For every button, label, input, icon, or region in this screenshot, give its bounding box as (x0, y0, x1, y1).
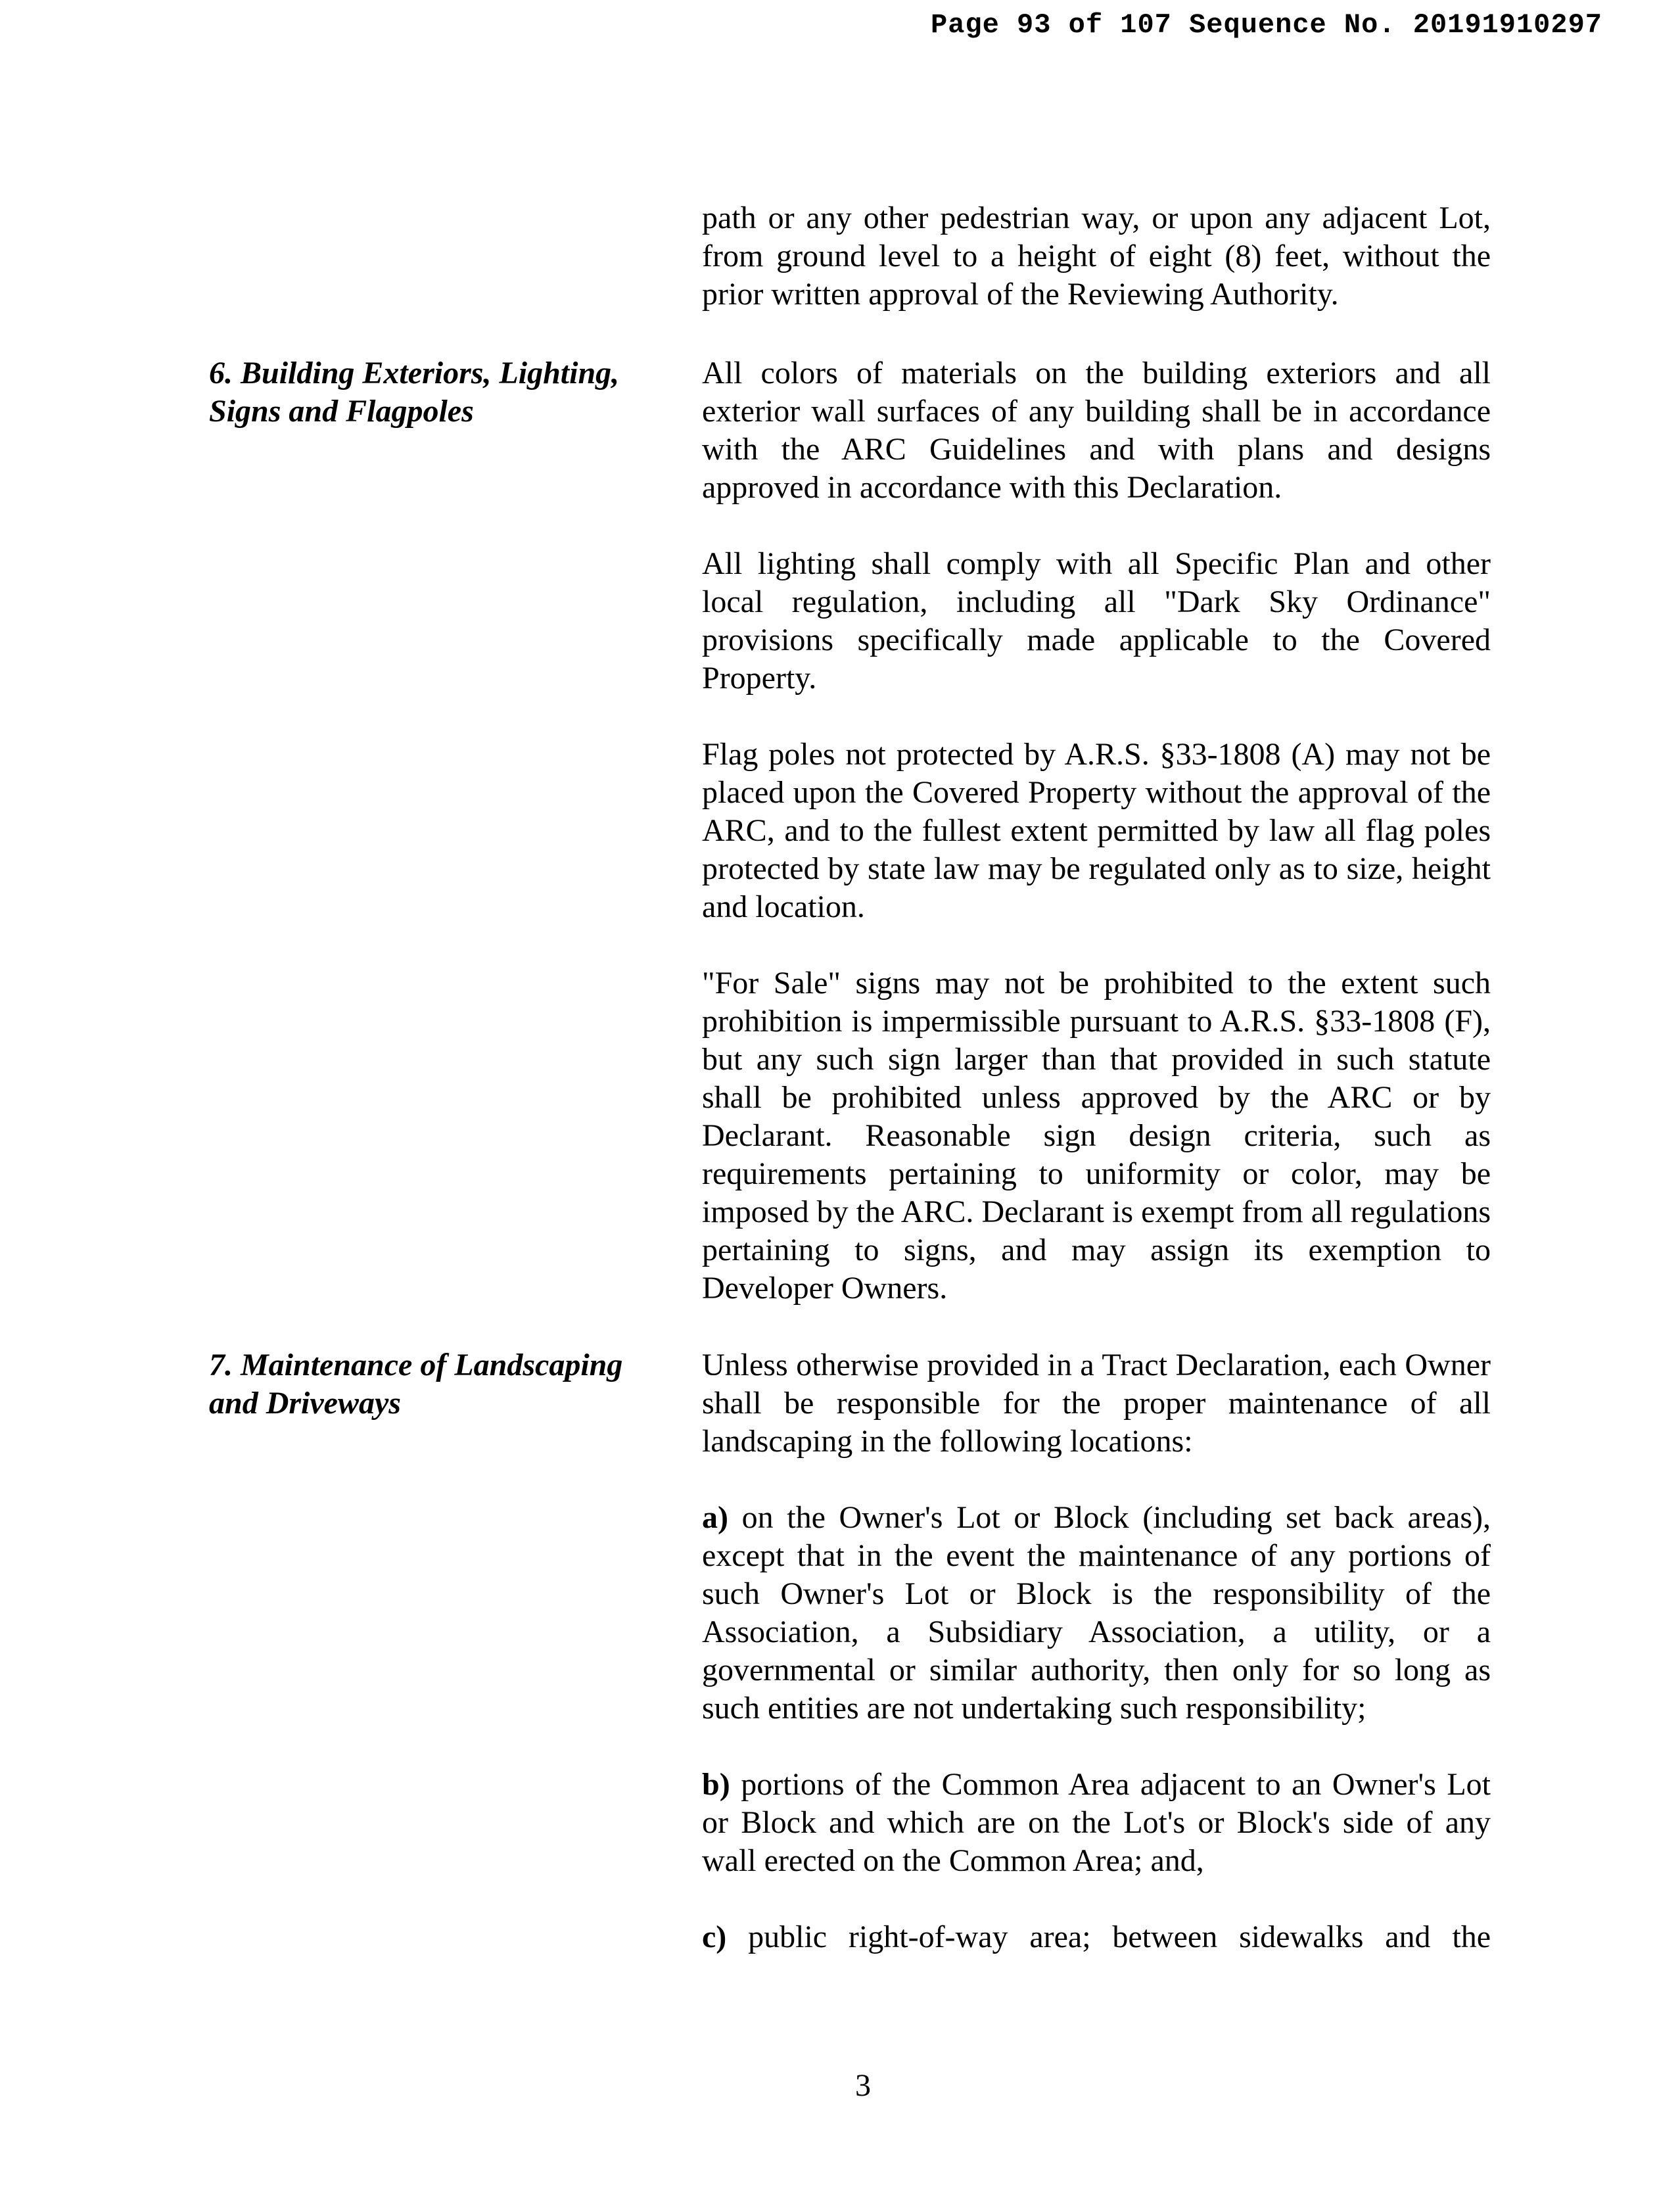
section-6-heading-line2: Signs and Flagpoles (209, 394, 474, 429)
section-7-body (702, 1346, 1491, 1994)
section-6-heading-line1: 6. Building Exteriors, Lighting, (209, 356, 620, 390)
list-item-a (702, 1499, 1491, 1728)
list-item-b (702, 1766, 1491, 1880)
section-6-paragraph: Flag poles not protected by A.R.S. §33-1808 (A) may not be placed upon the Covered Property without the approval of the ARC, and to the fullest extent permitted by law all flag poles protected by state law may be regulated only as to size, height and location. (702, 737, 1491, 924)
section-6-paragraph: All colors of materials on the building exteriors and all exterior wall surfaces of any building shall be in accordance with the ARC Guidelines and with plans and designs approved in accordance with this Declaration. (702, 356, 1491, 505)
continuation-block (702, 199, 1491, 352)
section-6-paragraph: All lighting shall comply with all Specific Plan and other local regulation, including all "Dark Sky Ordinance" provisions specifically made applicable to the Covered Property. (702, 546, 1491, 695)
list-item-c-text: public right-of-way area; between sidewalks and the (748, 1920, 1491, 1954)
section-7-heading-line2: and Driveways (209, 1386, 401, 1421)
list-item-c (702, 1918, 1491, 1956)
list-item-b-label: b) (702, 1767, 730, 1802)
section-6-heading (209, 354, 669, 431)
list-item-a-label: a) (702, 1500, 728, 1535)
section-7-heading (209, 1346, 669, 1423)
page-number: 3 (855, 2068, 871, 2103)
sequence-stamp: Page 93 of 107 Sequence No. 20191910297 (931, 9, 1602, 41)
continuation-paragraph: path or any other pedestrian way, or upon any adjacent Lot, from ground level to a height of eight (8) feet, without the prior written approval of the Reviewing Authority. (702, 200, 1491, 312)
list-item-b-text: portions of the Common Area adjacent to an Owner's Lot or Block and which are on the Lot's or Block's side of any wall erected on the Common Area; and, (702, 1767, 1491, 1878)
section-7-heading-line1: 7. Maintenance of Landscaping (209, 1348, 623, 1382)
list-item-a-text: on the Owner's Lot or Block (including set back areas), except that in the event the maintenance of any portions of such Owner's Lot or Block is the responsibility of the Association, a Subsidiary Association, a utility, or a governmental or similar authority, then only for so long as such entities are not undertaking such responsibility; (702, 1500, 1491, 1726)
section-6-body (702, 354, 1491, 1346)
section-7-intro: Unless otherwise provided in a Tract Declaration, each Owner shall be responsible for the proper maintenance of all landscaping in the following locations: (702, 1348, 1491, 1459)
list-item-c-label: c) (702, 1920, 727, 1954)
section-6-paragraph: "For Sale" signs may not be prohibited to the extent such prohibition is impermissible pursuant to A.R.S. §33-1808 (F), but any such sign larger than that provided in such statute shall be prohibited unless approved by the ARC or by Declarant. Reasonable sign design criteria, such as requirements pertaining to uniformity or color, may be imposed by the ARC. Declarant is exempt from all regulations pertaining to signs, and may assign its exemption to Developer Owners. (702, 966, 1491, 1306)
